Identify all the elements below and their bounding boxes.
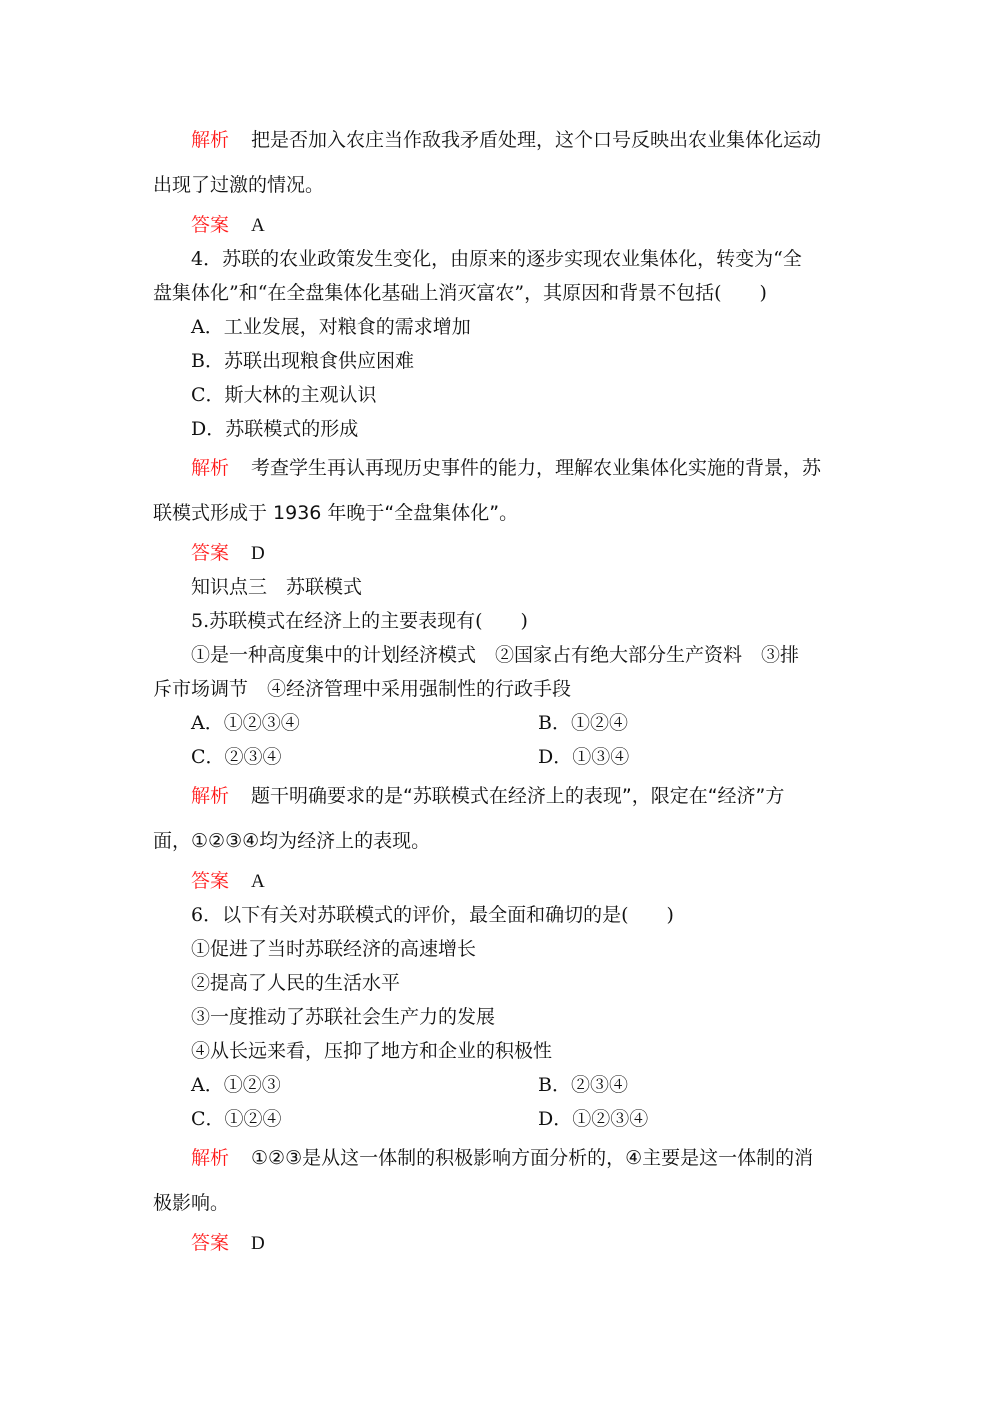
analysis-text: 题干明确要求的是“苏联模式在经济上的表现”，限定在“经济”方 (251, 785, 785, 807)
option-label: C． (191, 384, 225, 406)
question-4-analysis (191, 456, 891, 480)
answer-label: 答案 (191, 542, 230, 564)
question-4-stem-continuation: 盘集体化”和“在全盘集体化基础上消灭富农”，其原因和背景不包括( ) (153, 282, 767, 304)
option-c: C．②③④ (191, 746, 282, 768)
option-text: 苏联出现粮食供应困难 (223, 350, 414, 372)
question-5-options-row-1 (191, 711, 891, 735)
option-b: B．①②④ (538, 712, 628, 734)
analysis-label: 解析 (191, 457, 230, 479)
option-text: 工业发展，对粮食的需求增加 (223, 316, 471, 338)
question-4-option-b (191, 349, 891, 373)
question-4-option-c (191, 383, 891, 407)
analysis-label: 解析 (191, 129, 230, 151)
answer-value: D (251, 543, 265, 564)
answer-label: 答案 (191, 870, 230, 892)
option-d: D．①③④ (538, 746, 630, 768)
question-5-items: ①是一种高度集中的计划经济模式 ②国家占有绝大部分生产资料 ③排 (191, 644, 800, 666)
question-5-analysis (191, 784, 891, 808)
answer-value: D (251, 1233, 265, 1254)
question-4-option-d (191, 417, 891, 441)
option-text: 斯大林的主观认识 (224, 384, 377, 406)
analysis-continuation: 出现了过激的情况。 (153, 174, 325, 196)
question-4-answer (191, 541, 891, 566)
section-heading: 知识点三 苏联模式 (191, 576, 363, 598)
question-4-analysis-continuation: 联模式形成于 1936 年晚于“全盘集体化”。 (153, 502, 519, 524)
question-6-item-1: ①促进了当时苏联经济的高速增长 (191, 938, 477, 960)
analysis-text: 考查学生再认再现历史事件的能力，理解农业集体化实施的背景，苏 (251, 457, 822, 479)
answer-label: 答案 (191, 214, 230, 236)
answer-label: 答案 (191, 1232, 230, 1254)
question-6-item-3: ③一度推动了苏联社会生产力的发展 (191, 1006, 496, 1028)
question-4-stem: 4．苏联的农业政策发生变化，由原来的逐步实现农业集体化，转变为“全 (191, 248, 802, 270)
option-label: B． (191, 350, 224, 372)
answer-value: A (251, 871, 265, 892)
question-6-analysis (191, 1146, 891, 1170)
answer-row (191, 213, 891, 238)
option-a: A．①②③④ (191, 712, 300, 734)
question-6-options-row-2 (191, 1107, 891, 1131)
analysis-label: 解析 (191, 785, 230, 807)
question-6-item-4: ④从长远来看，压抑了地方和企业的积极性 (191, 1040, 553, 1062)
analysis-text: 把是否加入农庄当作敌我矛盾处理，这个口号反映出农业集体化运动 (251, 129, 822, 151)
question-6-options-row-1 (191, 1073, 891, 1097)
analysis-paragraph (191, 128, 891, 152)
option-c: C．①②④ (191, 1108, 282, 1130)
question-5-analysis-continuation: 面，①②③④均为经济上的表现。 (153, 830, 431, 852)
option-label: A． (191, 316, 224, 338)
option-d: D．①②③④ (538, 1108, 649, 1130)
question-5-answer (191, 869, 891, 894)
analysis-text: ①②③是从这一体制的积极影响方面分析的，④主要是这一体制的消 (251, 1147, 814, 1169)
question-6-item-2: ②提高了人民的生活水平 (191, 972, 401, 994)
question-6-answer (191, 1231, 891, 1256)
answer-value: A (251, 215, 265, 236)
question-5-options-row-2 (191, 745, 891, 769)
question-6-stem: 6．以下有关对苏联模式的评价，最全面和确切的是( ) (191, 904, 674, 926)
option-b: B．②③④ (538, 1074, 628, 1096)
option-a: A．①②③ (191, 1074, 281, 1096)
question-5-stem: 5.苏联模式在经济上的主要表现有( ) (191, 610, 528, 632)
analysis-label: 解析 (191, 1147, 230, 1169)
option-text: 苏联模式的形成 (225, 418, 359, 440)
option-label: D． (191, 418, 226, 440)
question-4-option-a (191, 315, 891, 339)
question-5-items-continuation: 斥市场调节 ④经济管理中采用强制性的行政手段 (153, 678, 572, 700)
question-6-analysis-continuation: 极影响。 (153, 1192, 230, 1214)
